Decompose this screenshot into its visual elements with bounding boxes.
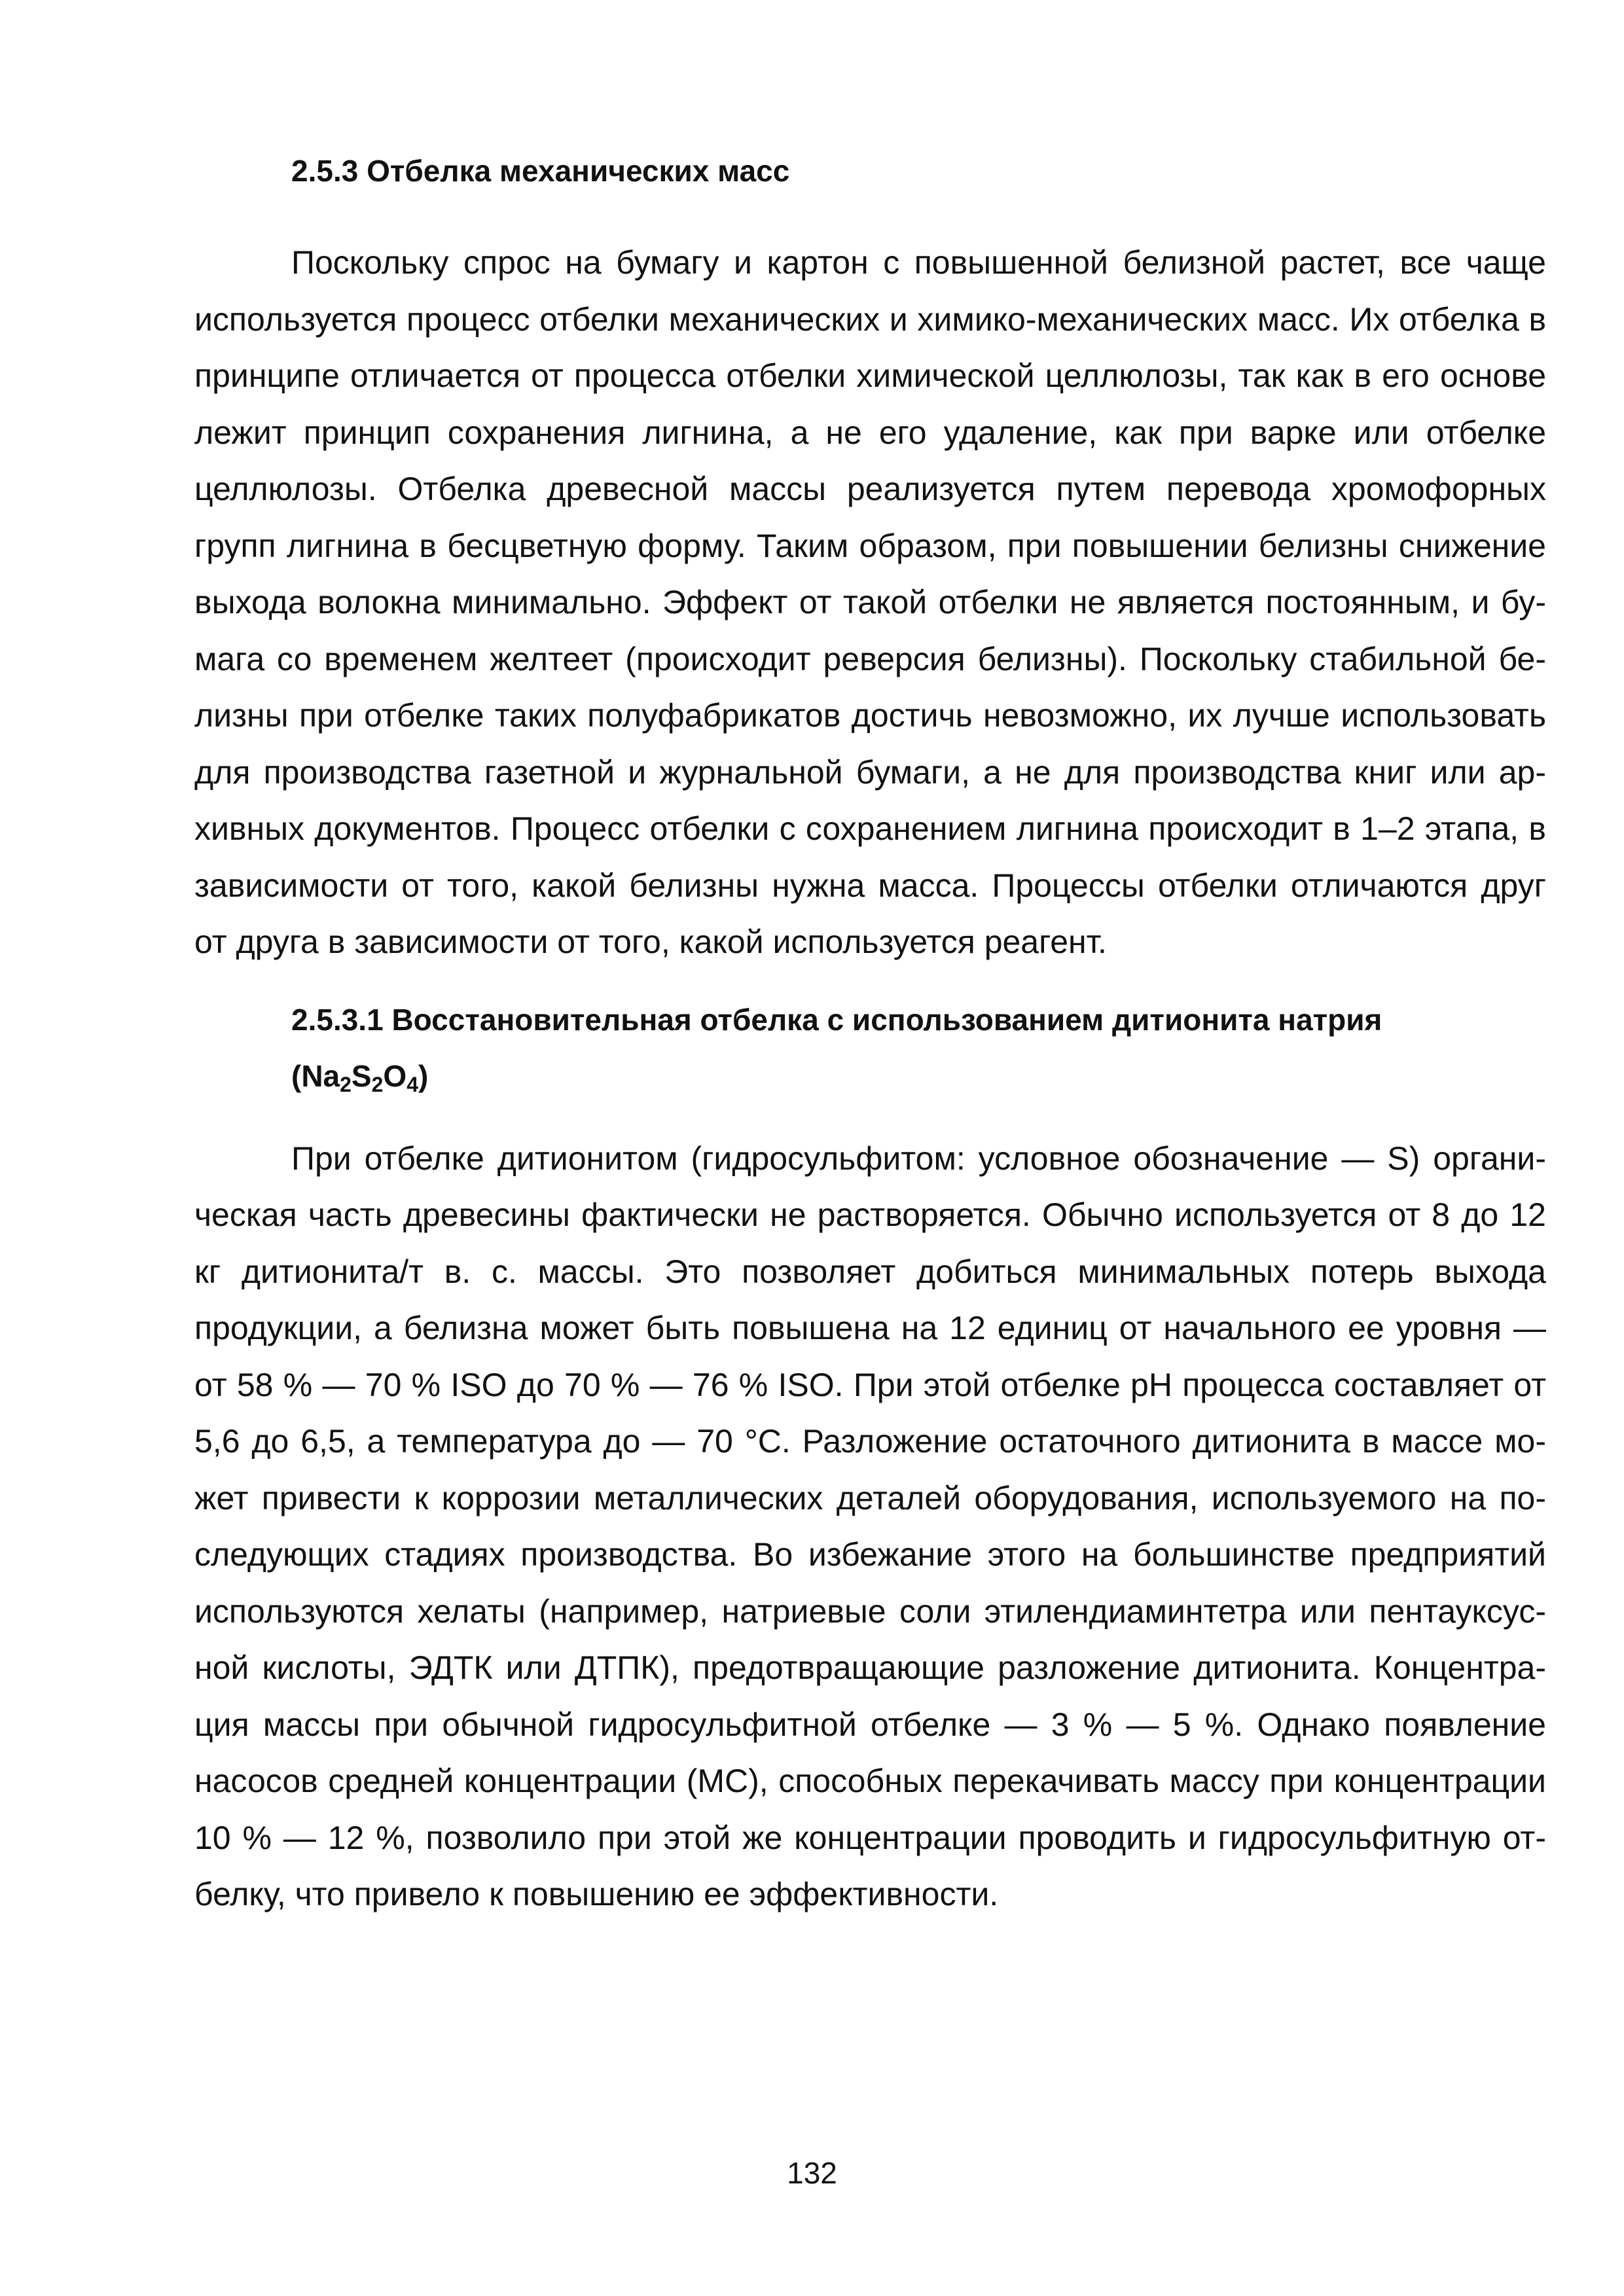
body-paragraph-1: Поскольку спрос на бумагу и картон с повышенной белизной растет, все чаще используется процесс отбелки механических и химико-механических масс. Их отбелка в принципе отличается от процесса отбелки химической целлюлозы, так как в его основе лежит принцип сохранения лигнина, а не его удаление, как при варке или отбелке целлюлозы. Отбелка древесной массы реализуется путем перевода хромофорных групп лигнина в бесцветную форму. Таким образом, при повышении белизны снижение выхода волокна минимально. Эффект от такой отбелки не является постоянным, и бумага со временем желтеет (происходит реверсия белизны). Поскольку стабильной белизны при отбелке таких полуфабрикатов достичь невозможно, их лучше использовать для производства газетной и журнальной бумаги, а не для производства книг или архивных документов. Процесс отбелки с сохранением лигнина происходит в 1–2 этапа, в зависимости от того, какой белизны нужна масса. Процессы отбелки отличаются друг от друга в зависимости от того, какой используется реагент. <box>194 244 1546 960</box>
formula-part: (Na <box>291 1058 340 1093</box>
subsection-heading <box>194 992 1546 1104</box>
formula-part: ) <box>418 1058 429 1093</box>
formula-subscript: 2 <box>371 1072 384 1096</box>
chemical-formula <box>291 1058 429 1096</box>
formula-part: S <box>351 1058 372 1093</box>
formula-subscript: 4 <box>406 1072 418 1096</box>
body-paragraph-2: При отбелке дитионитом (гидросульфитом: условное обозначение — S) органическая часть древесины фактически не растворяется. Обычно используется от 8 до 12 кг дитионита/т в. с. массы. Это позволяет добиться минимальных потерь выхода продукции, а белизна может быть повышена на 12 единиц от начального ее уровня — от 58 % — 70 % ISO до 70 % — 76 % ISO. При этой отбелке pH процесса составляет от 5,6 до 6,5, а температура до — 70 °С. Разложение остаточного дитионита в массе может привести к коррозии металлических деталей оборудования, используемого на последующих стадиях производства. Во избежание этого на большинстве предприятий используются хелаты (например, натриевые соли этилендиаминтетра или пентауксусной кислоты, ЭДТК или ДТПК), предотвращающие разложение дитионита. Концентрация массы при обычной гидросульфитной отбелке — 3 % — 5 %. Однако появление насосов средней концентрации (МС), способных перекачивать массу при концентрации 10 % — 12 %, позволило при этой же концентрации проводить и гидросульфитную отбелку, что привело к повышению ее эффективности. <box>194 1139 1546 1912</box>
formula-part: O <box>383 1058 407 1093</box>
page-number: 132 <box>787 2156 837 2190</box>
section-heading: 2.5.3 Отбелка механических масс <box>291 154 790 188</box>
page-content <box>194 143 1546 1923</box>
formula-subscript: 2 <box>340 1072 352 1096</box>
subsection-heading-text: 2.5.3.1 Восстановительная отбелка с использованием дитионита натрия <box>291 1002 1382 1037</box>
